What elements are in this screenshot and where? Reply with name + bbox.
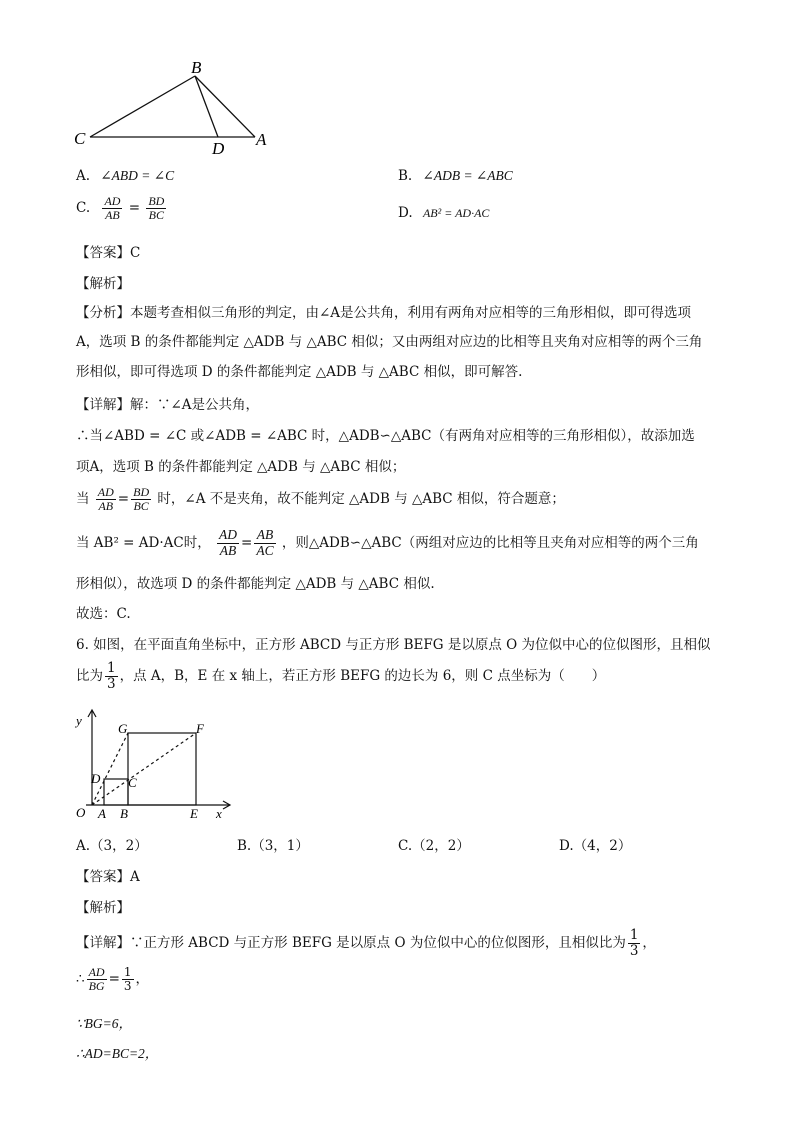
point-label-D: D: [91, 771, 101, 786]
answer-value: C: [130, 245, 141, 261]
option-letter: A.: [76, 168, 91, 184]
q6-analysis-label: 【解析】: [76, 900, 130, 916]
fenxi-label: 【分析】: [76, 305, 130, 321]
fraction: [122, 966, 134, 993]
detail-text: 当: [76, 491, 90, 508]
point-label-C: C: [128, 775, 137, 790]
q5-fenxi-line-2: A，选项 B 的条件都能判定 △ADB 与 △ABC 相似；又由两组对应边的比相等且夹角对应相等的两个三角: [76, 334, 703, 350]
option-letter: A.: [76, 838, 91, 854]
stem-text: 比为: [76, 667, 103, 684]
q5-detail-line-4: [76, 486, 565, 513]
detail-label: 【详解】: [76, 934, 130, 951]
ratio-fraction: [105, 661, 118, 692]
option-text: ∠ADB = ∠ABC: [422, 168, 513, 183]
numerator: AB: [254, 528, 275, 544]
detail-text: 时，∠A 不是夹角，故不能判定 △ADB 与 △ABC 相似，符合题意；: [157, 491, 565, 508]
q5-detail-line-5: [76, 528, 699, 559]
option-letter: D.: [398, 205, 413, 221]
option-letter: B.: [237, 838, 252, 854]
answer-label: 【答案】: [76, 245, 130, 261]
q6-option-a: [76, 834, 148, 854]
q6-step-2: ∵BG=6，: [76, 1016, 132, 1031]
q6-answer: [76, 865, 140, 885]
numerator: 1: [123, 965, 132, 979]
vertex-label-A: A: [256, 130, 267, 149]
option-letter: D.: [559, 838, 574, 854]
option-text: ∠ABD = ∠C: [100, 168, 175, 183]
denominator: 3: [107, 675, 116, 692]
stem-text: ，点 A，B，E 在 x 轴上，若正方形 BEFG 的边长为 6，则 C 点坐标为（ ）: [119, 667, 606, 684]
option-text: （3，2）: [90, 838, 148, 854]
q6-option-d: [559, 834, 631, 854]
equals-sign: =: [128, 200, 141, 217]
numerator: AD: [88, 965, 105, 979]
numerator: AD: [104, 194, 121, 208]
q5-option-d: [398, 205, 489, 221]
numerator: BD: [148, 194, 165, 208]
q5-detail-line-3: 项A，选项 B 的条件都能判定 △ADB 与 △ABC 相似；: [76, 459, 406, 475]
point-label-G: G: [118, 721, 128, 736]
vertex-label-C: C: [74, 129, 86, 148]
q5-choose: 故选：C.: [76, 606, 131, 622]
point-label-F: F: [196, 721, 204, 736]
q6-step-3: ∴AD=BC=2，: [76, 1046, 159, 1061]
fraction: [102, 195, 122, 222]
denominator: 3: [123, 979, 132, 994]
q5-answer: [76, 241, 140, 261]
q6-option-c: [398, 834, 470, 854]
denominator: BC: [148, 208, 165, 223]
vertex-label-B: B: [191, 58, 202, 77]
fraction: [146, 195, 166, 222]
fraction: [96, 486, 116, 513]
point-label-O: O: [76, 805, 86, 820]
detail-text: ∵正方形 ABCD 与正方形 BEFG 是以原点 O 为位似中心的位似图形，且相似比为: [130, 934, 626, 951]
axis-label-x: x: [216, 806, 222, 821]
denominator: AB: [98, 499, 114, 514]
numerator: 1: [629, 927, 639, 943]
q6-step-1: ∴ $\frac{AD}{BG}$ = $\frac{1}{3}$ ，: [76, 965, 150, 994]
fraction: [87, 966, 107, 993]
point-label-A: A: [98, 806, 106, 821]
coordinate-figure: [70, 705, 240, 825]
q5-fenxi-line-3: 形相似，即可得选项 D 的条件都能判定 △ADB 与 △ABC 相似，即可解答.: [76, 364, 523, 380]
detail-text: 当 AB² = AD·AC时，: [76, 534, 211, 551]
q6-option-b: [237, 834, 309, 854]
option-text: （2，2）: [412, 838, 470, 854]
option-text: AB² = AD·AC: [422, 206, 490, 220]
denominator: 3: [629, 942, 639, 959]
fraction: [254, 528, 275, 559]
q6-stem-line-2: [76, 661, 605, 692]
equals-sign: =: [241, 534, 253, 551]
option-letter: C.: [398, 838, 413, 854]
point-label-E: E: [190, 806, 198, 821]
q5-option-a: [76, 168, 174, 184]
q5-detail-line-6: 形相似），故选项 D 的条件都能判定 △ADB 与 △ABC 相似.: [76, 576, 435, 592]
denominator: AC: [256, 542, 274, 558]
q5-analysis-label: 【解析】: [76, 276, 130, 292]
option-letter: C.: [76, 200, 91, 217]
detail-text: 解：∵∠A是公共角，: [130, 397, 260, 413]
detail-text: ，则△ADB∽△ABC（两组对应边的比相等且夹角对应相等的两个三角: [281, 534, 699, 551]
fraction: [131, 486, 151, 513]
denominator: BG: [88, 979, 105, 994]
equals-sign: =: [117, 491, 130, 508]
fraction: [217, 528, 239, 559]
numerator: AD: [219, 527, 238, 542]
denominator: AB: [219, 542, 237, 558]
q5-detail-line-2: ∴当∠ABD = ∠C 或∠ADB = ∠ABC 时，△ADB∽△ABC（有两角对应相等的三角形相似），故添加选: [76, 428, 695, 444]
q6-detail-line-1: 【详解】∵正方形 ABCD 与正方形 BEFG 是以原点 O 为位似中心的位似图形，且相似比为 $\frac{1}{3}$ ，: [76, 927, 656, 959]
ratio-fraction: [628, 928, 641, 959]
option-text: （4，2）: [573, 838, 632, 854]
numerator: 1: [107, 660, 116, 676]
option-letter: B.: [398, 168, 413, 184]
numerator: AD: [97, 485, 114, 499]
q5-option-c: [76, 195, 168, 222]
fenxi-text: 本题考查相似三角形的判定，由∠A是公共角，利用有两角对应相等的三角形相似，即可得选项: [130, 305, 692, 321]
q6-stem-line-1: 6. 如图，在平面直角坐标中，正方形 ABCD 与正方形 BEFG 是以原点 O 为位似中心的位似图形，且相似: [76, 637, 711, 653]
answer-label: 【答案】: [76, 869, 130, 885]
vertex-label-D: D: [212, 139, 225, 158]
axis-label-y: y: [76, 713, 82, 728]
detail-label: 【详解】: [76, 397, 130, 413]
numerator: BD: [133, 485, 150, 499]
triangle-figure: [70, 55, 280, 160]
q5-detail-line-1: [76, 394, 736, 416]
answer-value: A: [130, 869, 140, 885]
point-label-B: B: [120, 806, 128, 821]
q5-option-b: [398, 168, 513, 184]
q5-fenxi-line-1: [76, 302, 736, 324]
option-text: （3，1）: [251, 838, 309, 854]
denominator: AB: [105, 208, 120, 223]
denominator: BC: [133, 499, 149, 514]
